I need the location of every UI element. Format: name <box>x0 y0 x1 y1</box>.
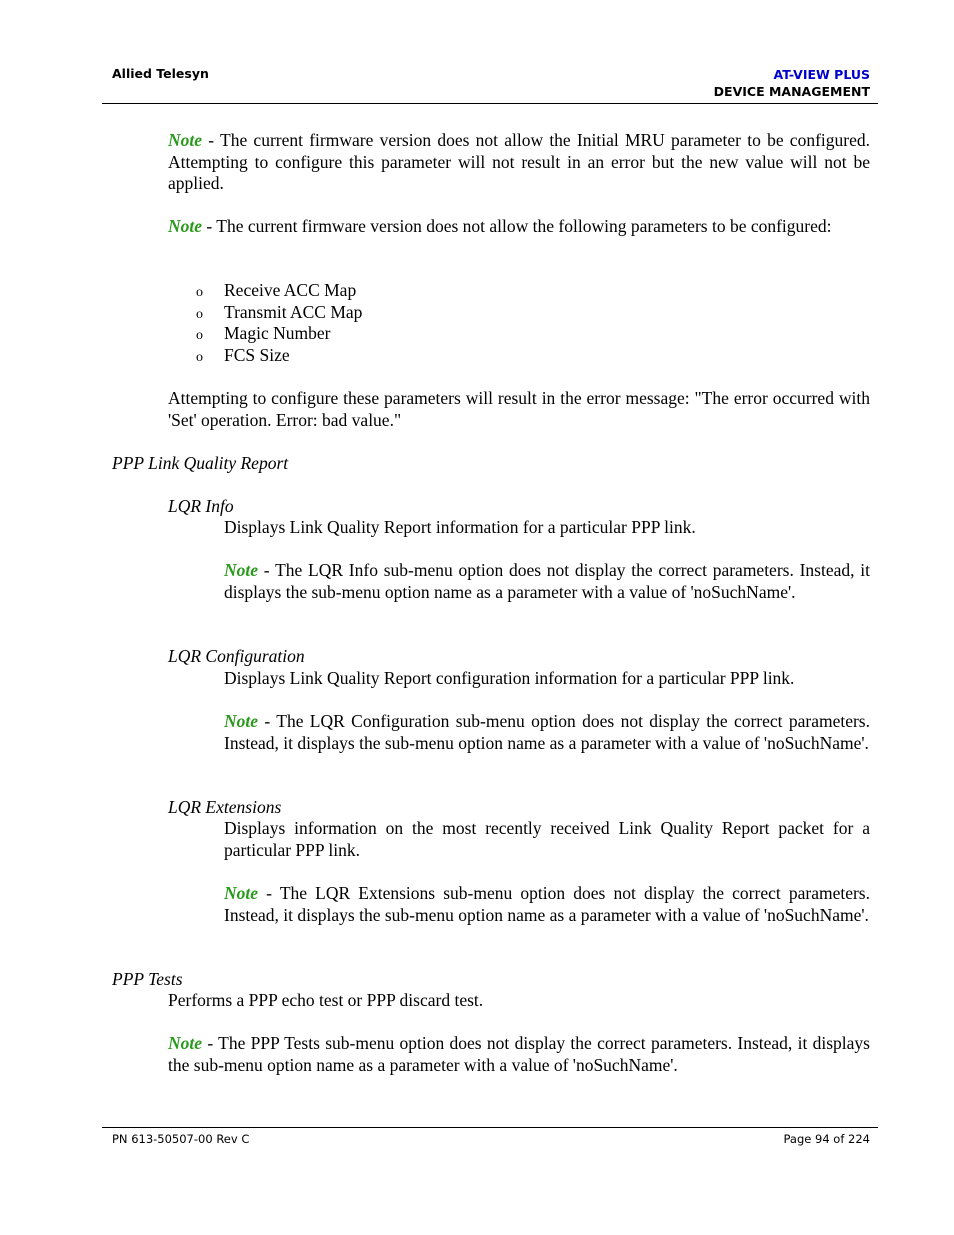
tests-desc: Performs a PPP echo test or PPP discard test. <box>168 990 484 1010</box>
list-item: Receive ACC Map <box>224 280 357 300</box>
note-text: - The LQR Configuration sub-menu option does not display the correct parameters. Instead, it displays the sub-menu option name as a parameter with a value of 'noSuchName'. <box>224 711 870 753</box>
note-tests <box>168 1033 870 1076</box>
note-text: - The PPP Tests sub-menu option does not display the correct parameters. Instead, it displays the sub-menu option name as a parameter with a value of 'noSuchName'. <box>168 1033 870 1075</box>
subheading-lqr-info: LQR Info <box>168 496 234 516</box>
subheading-lqr-ext: LQR Extensions <box>168 797 282 817</box>
list-item: Transmit ACC Map <box>224 302 363 322</box>
bullet-marker: o <box>196 350 203 365</box>
footer-rule <box>102 1127 878 1128</box>
header-right <box>714 66 870 100</box>
note-label: Note <box>224 560 259 580</box>
section-heading-lqr: PPP Link Quality Report <box>112 453 289 473</box>
section-heading-tests: PPP Tests <box>112 969 183 989</box>
bullet-marker: o <box>196 328 203 343</box>
lqr-ext-desc: Displays information on the most recently received Link Quality Report packet for a particular PPP link. <box>224 818 870 860</box>
error-paragraph: Attempting to configure these parameters will result in the error message: "The error occurred with 'Set' operation. Error: bad value." <box>168 388 870 430</box>
footer-page-number: Page 94 of 224 <box>783 1132 870 1146</box>
bullet-marker: o <box>196 307 203 322</box>
note-text: - The current firmware version does not allow the following parameters to be configured: <box>202 216 832 236</box>
list-item: FCS Size <box>224 345 290 365</box>
note-lqr-ext <box>224 883 870 926</box>
note-label: Note <box>224 883 259 903</box>
note-lqr-info <box>224 560 870 603</box>
note-text: - The LQR Info sub-menu option does not display the correct parameters. Instead, it displays the sub-menu option name as a parameter with a value of 'noSuchName'. <box>224 560 870 602</box>
header-section: DEVICE MANAGEMENT <box>713 84 870 99</box>
note-label: Note <box>168 216 203 236</box>
header-product: AT-VIEW PLUS <box>773 67 870 82</box>
lqr-info-desc: Displays Link Quality Report information for a particular PPP link. <box>224 517 696 537</box>
note-label: Note <box>168 1033 203 1053</box>
lqr-config-desc: Displays Link Quality Report configuration information for a particular PPP link. <box>224 668 795 688</box>
header-company: Allied Telesyn <box>112 66 209 81</box>
note-params <box>168 216 870 238</box>
note-label: Note <box>168 130 203 150</box>
note-mru <box>168 130 870 195</box>
note-lqr-config <box>224 711 870 754</box>
subheading-lqr-config: LQR Configuration <box>168 646 305 666</box>
note-text: - The LQR Extensions sub-menu option does not display the correct parameters. Instead, it displays the sub-menu option name as a parameter with a value of 'noSuchName'. <box>224 883 870 925</box>
footer-part-number: PN 613-50507-00 Rev C <box>112 1132 250 1146</box>
header-rule <box>102 103 878 104</box>
list-item: Magic Number <box>224 323 331 343</box>
bullet-marker: o <box>196 285 203 300</box>
note-label: Note <box>224 711 259 731</box>
note-text: - The current firmware version does not allow the Initial MRU parameter to be configured. Attempting to configure this parameter will not result in an error but the new value will not be applied. <box>168 130 870 194</box>
